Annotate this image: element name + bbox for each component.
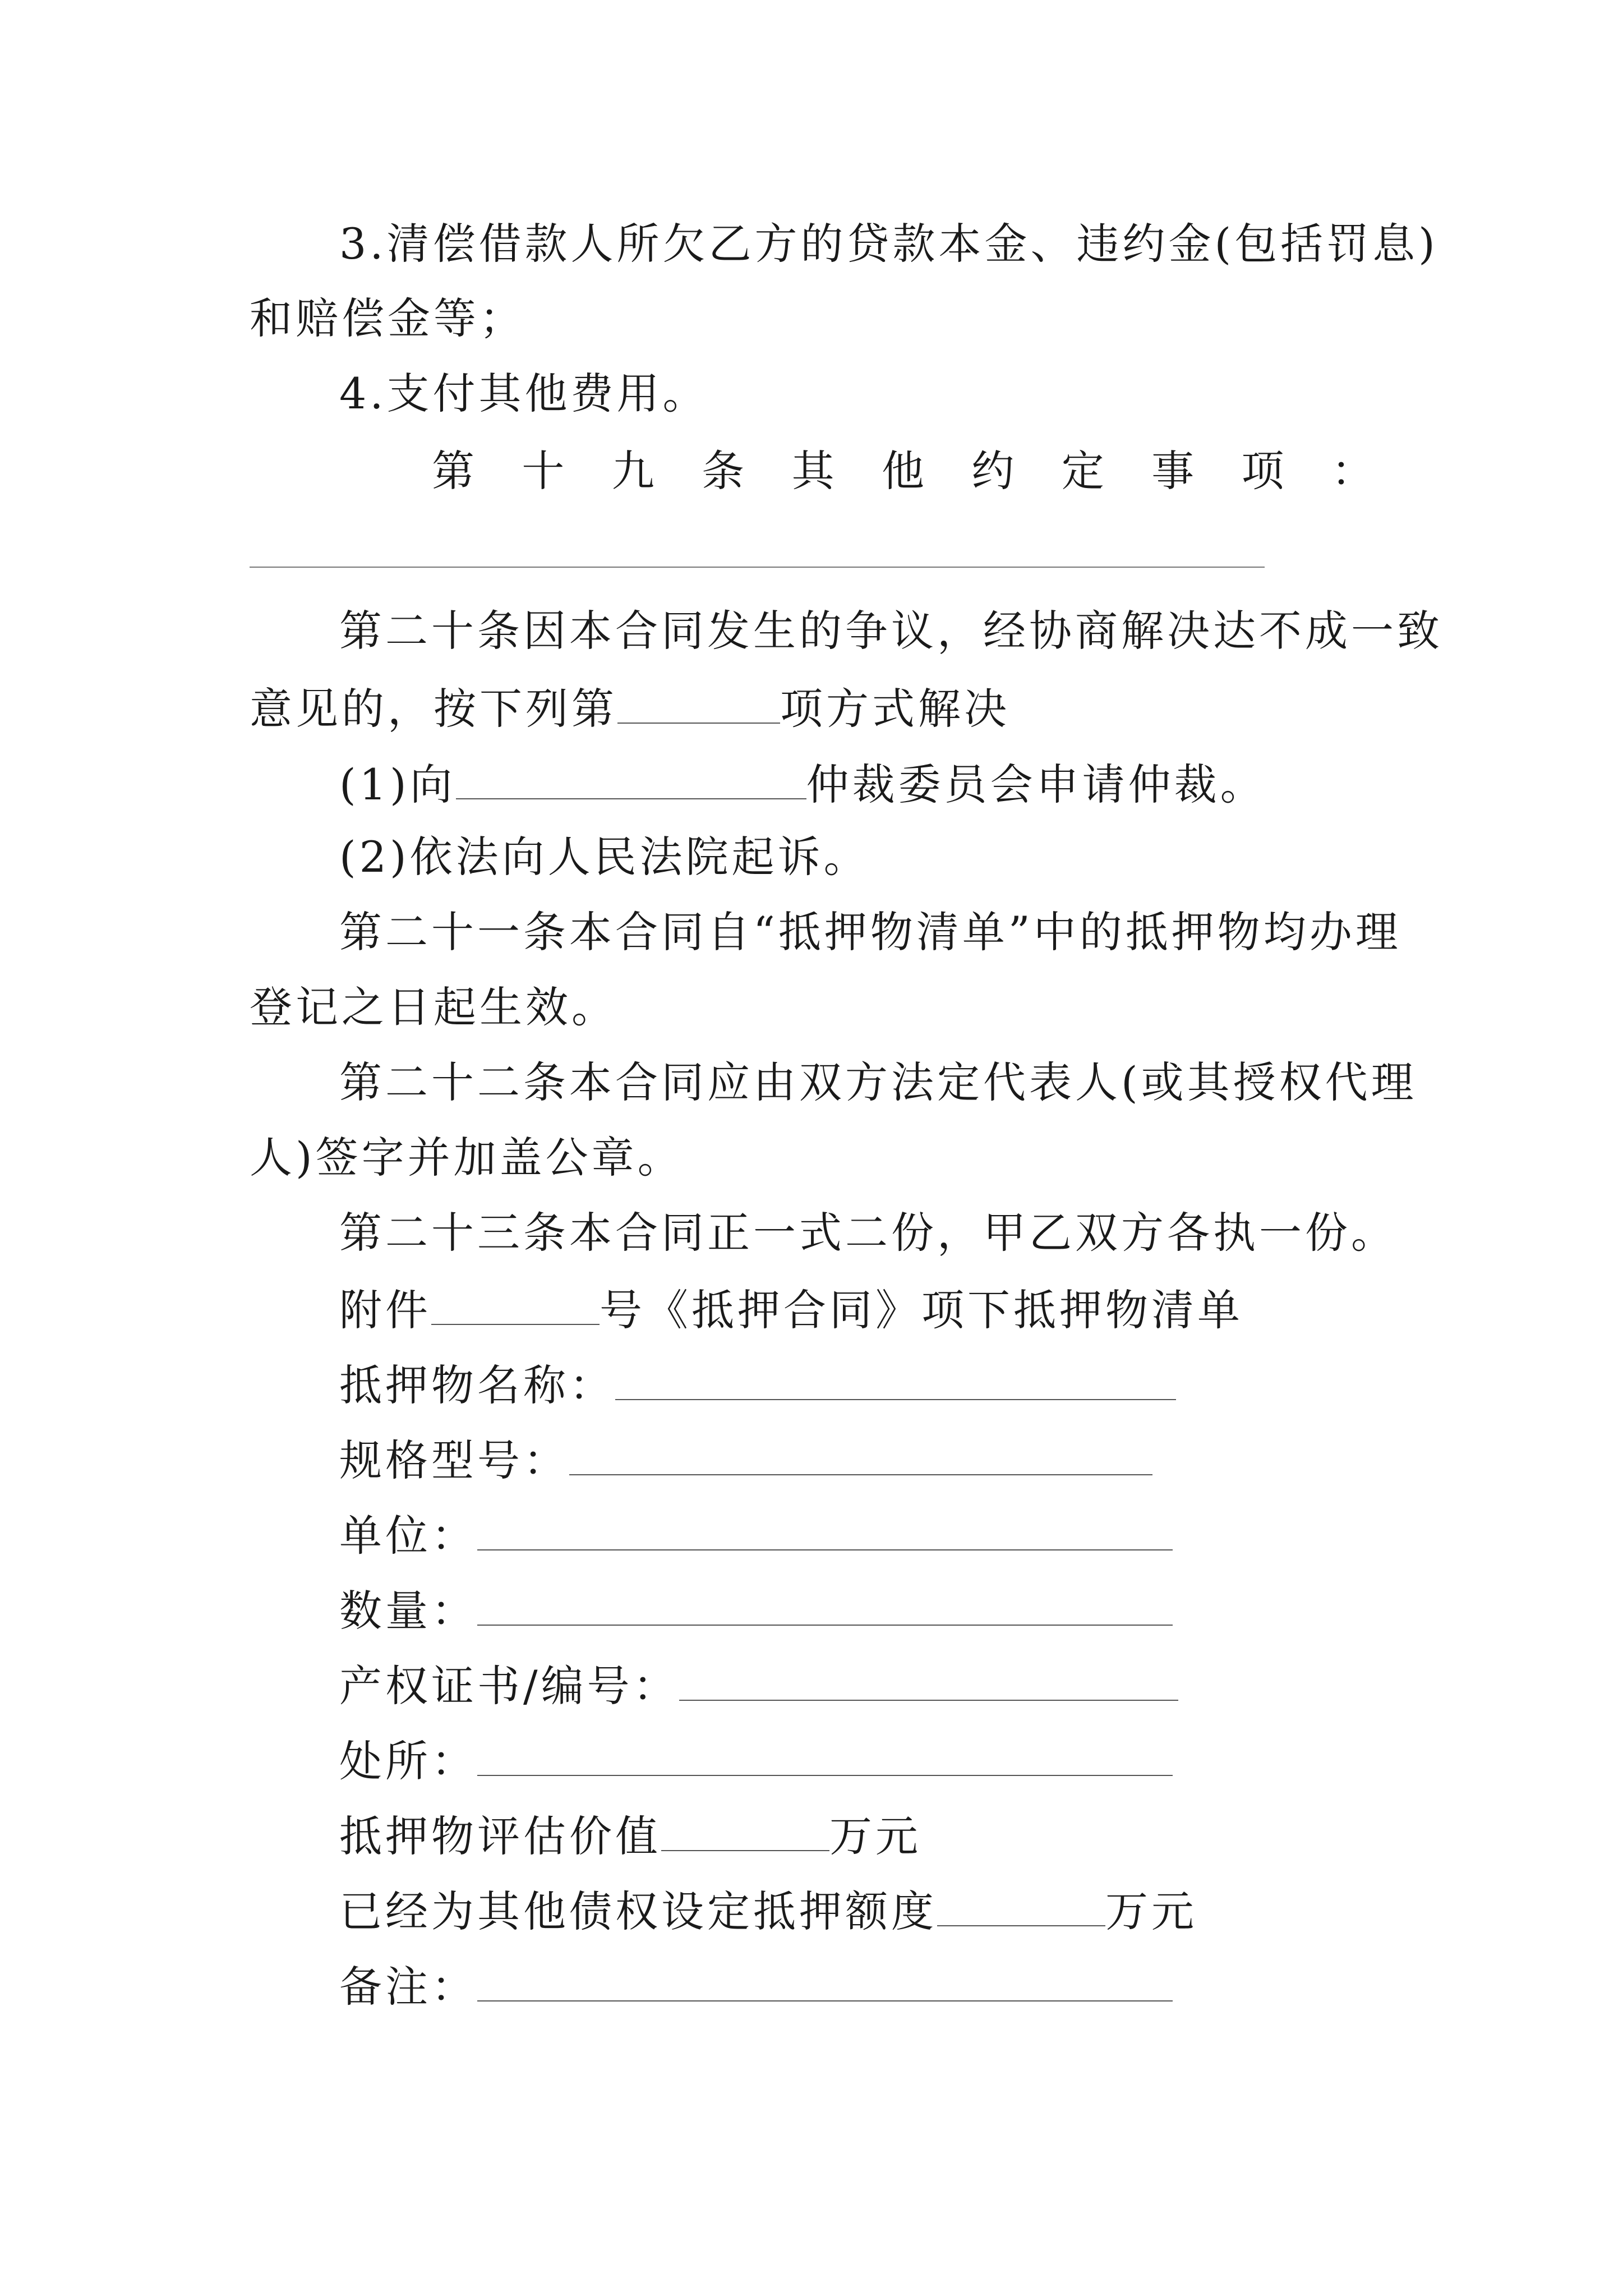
- heading-char: 项: [1241, 446, 1284, 496]
- attachment-text-tail: 号《抵押合同》项下抵押物清单: [600, 1285, 1243, 1335]
- clause-18-item-4: 4.支付其他费用。: [339, 369, 709, 418]
- heading-char: ：: [1331, 446, 1374, 496]
- clause-19-heading: [432, 443, 1374, 499]
- option-1-tail: 仲裁委员会申请仲裁。: [806, 760, 1266, 809]
- clause-20-line-1: 第二十条因本合同发生的争议，经协商解决达不成一致: [339, 606, 1443, 656]
- clause-23: 第二十三条本合同正一式二份，甲乙双方各执一份。: [339, 1208, 1397, 1258]
- field-label: 数量：: [339, 1586, 477, 1636]
- heading-char: 十: [522, 446, 565, 496]
- heading-char: 事: [1151, 446, 1195, 496]
- field-model: [339, 1430, 1152, 1489]
- contract-number-blank: [431, 1280, 600, 1325]
- field-label: 处所：: [339, 1736, 477, 1786]
- field-blank: [477, 1506, 1173, 1550]
- option-1-text: (1)向: [339, 760, 456, 809]
- field-label: 抵押物名称：: [339, 1360, 615, 1410]
- clause-22-line-2: 人)签字并加盖公章。: [250, 1133, 684, 1182]
- clause-20-text: 意见的，按下列第: [250, 684, 617, 734]
- field-label: 备注：: [339, 1962, 477, 2012]
- heading-char: 其: [791, 446, 834, 496]
- field-collateral-name: [339, 1355, 1176, 1414]
- field-label: 规格型号：: [339, 1435, 569, 1485]
- field-appraised-value: [339, 1806, 921, 1865]
- field-blank: [477, 1731, 1173, 1776]
- heading-char: 条: [702, 446, 745, 496]
- field-blank: [661, 1806, 829, 1851]
- field-label: 产权证书/编号：: [339, 1661, 679, 1711]
- field-remarks: [339, 1957, 1173, 2015]
- clause-18-item-3-cont: 和赔偿金等；: [250, 293, 525, 343]
- attachment-text: 附件: [339, 1285, 431, 1335]
- field-blank: [679, 1656, 1178, 1701]
- field-blank: [569, 1430, 1152, 1475]
- heading-char: 约: [971, 446, 1015, 496]
- field-location: [339, 1731, 1173, 1789]
- field-blank: [615, 1355, 1176, 1400]
- arbitration-committee-blank: [456, 754, 806, 799]
- clause-20-text-tail: 项方式解决: [780, 684, 1010, 734]
- heading-char: 他: [881, 446, 924, 496]
- heading-char: 第: [432, 446, 474, 496]
- field-label: 抵押物评估价值: [339, 1811, 661, 1861]
- field-blank: [477, 1581, 1173, 1626]
- clause-20-option-1: [339, 754, 1266, 813]
- field-blank: [937, 1881, 1105, 1926]
- clause-19-blank-line: [250, 567, 1265, 568]
- field-unit-label: 万元: [829, 1811, 921, 1861]
- heading-char: 定: [1061, 446, 1104, 496]
- field-blank: [477, 1957, 1173, 2001]
- field-quantity: [339, 1581, 1173, 1639]
- clause-22-line-1: 第二十二条本合同应由双方法定代表人(或其授权代理: [339, 1057, 1417, 1107]
- method-number-blank: [617, 679, 780, 724]
- clause-18-item-3: 3.清偿借款人所欠乙方的贷款本金、违约金(包括罚息): [339, 219, 1438, 269]
- heading-char: 九: [611, 446, 654, 496]
- attachment-title: [339, 1280, 1243, 1338]
- clause-21-line-1: 第二十一条本合同自“抵押物清单”中的抵押物均办理: [339, 907, 1401, 957]
- field-label: 单位：: [339, 1511, 477, 1561]
- field-certificate: [339, 1656, 1178, 1714]
- field-label: 已经为其他债权设定抵押额度: [339, 1887, 937, 1936]
- clause-20-option-2: (2)依法向人民法院起诉。: [339, 832, 870, 882]
- field-unit-label: 万元: [1105, 1887, 1197, 1936]
- field-other-mortgage: [339, 1881, 1197, 1940]
- clause-21-line-2: 登记之日起生效。: [250, 982, 617, 1032]
- clause-20-line-2: [250, 679, 1010, 737]
- field-unit: [339, 1506, 1173, 1564]
